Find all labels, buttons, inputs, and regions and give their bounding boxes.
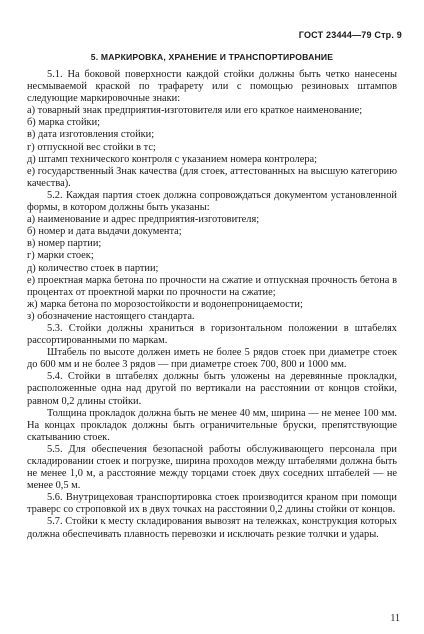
list-item: д) количество стоек в партии;	[27, 262, 159, 274]
paragraph: 5.3. Стойки должны храниться в горизонтальном положении в штабелях рассортированными по маркам.	[27, 322, 397, 347]
list-item: д) штамп технического контроля с указанием номера контролера;	[27, 153, 318, 165]
list-item: е) проектная марка бетона по прочности на сжатие и отпускная прочность бетона в процентах от проектной марки по прочности на сжатие;	[27, 274, 397, 298]
page-header: ГОСТ 23444—79 Стр. 9	[298, 30, 402, 40]
list-item: з) обозначение настоящего стандарта.	[27, 310, 195, 322]
paragraph: 5.5. Для обеспечения безопасной работы обслуживающего персонала при складировании стоек и погрузке, ширина проходов между штабелями должна быть не менее 1,0 м, а расстояние между торцами стоек двух соседних штабелей — не менее 0,5 м.	[27, 443, 397, 492]
paragraph: 5.1. На боковой поверхности каждой стойки должны быть четко нанесены несмываемой краской по трафарету или с помощью резиновых штампов следующие маркировочные знаки:	[27, 69, 397, 105]
list-item: е) государственный Знак качества (для стоек, аттестованных на высшую категорию качества).	[27, 165, 397, 189]
list-item: в) дата изготовления стойки;	[27, 129, 155, 141]
list-item: в) номер партии;	[27, 238, 102, 250]
paragraph: 5.2. Каждая партия стоек должна сопровождаться документом установленной формы, в котором должны быть указаны:	[27, 189, 397, 214]
list-item: ж) марка бетона по морозостойкости и водонепроницаемости;	[27, 298, 303, 310]
paragraph: 5.7. Стойки к месту складирования вывозят на тележках, конструкция которых должна обеспечивать плавность перевозки и исключать резкие толчки и удары.	[27, 516, 397, 540]
document-body	[27, 69, 397, 541]
paragraph: 5.6. Внутрицеховая транспортировка стоек производится краном при помощи траверс со строповкой их в двух точках на расстоянии 0,2 длины стойки от концов.	[27, 492, 397, 516]
page-number: 11	[390, 613, 400, 624]
list-item: б) марка стойки;	[27, 117, 101, 129]
list-item: г) отпускной вес стойки в тс;	[27, 141, 156, 153]
paragraph: 5.4. Стойки в штабелях должны быть уложены на деревянные прокладки, расположенные одна над другой по вертикали на расстоянии от концов стойки, равном 0,2 длины стойки.	[27, 371, 397, 407]
section-title: 5. МАРКИРОВКА, ХРАНЕНИЕ И ТРАНСПОРТИРОВАНИЕ	[90, 52, 334, 62]
paragraph: Толщина прокладок должна быть не менее 40 мм, ширина — не менее 100 мм. На концах прокладок должны быть ограничительные бруски, препятствующие скатыванию стоек.	[27, 407, 397, 443]
list-item: г) марки стоек;	[27, 250, 94, 262]
list-item: а) наименование и адрес предприятия-изготовителя;	[27, 214, 260, 226]
list-item: а) товарный знак предприятия-изготовителя или его краткое наименование;	[27, 105, 363, 117]
paragraph: Штабель по высоте должен иметь не более 5 рядов стоек при диаметре стоек до 600 мм и не более 3 рядов — при диаметре стоек 700, 800 и 1000 мм.	[27, 347, 397, 371]
list-item: б) номер и дата выдачи документа;	[27, 226, 182, 238]
